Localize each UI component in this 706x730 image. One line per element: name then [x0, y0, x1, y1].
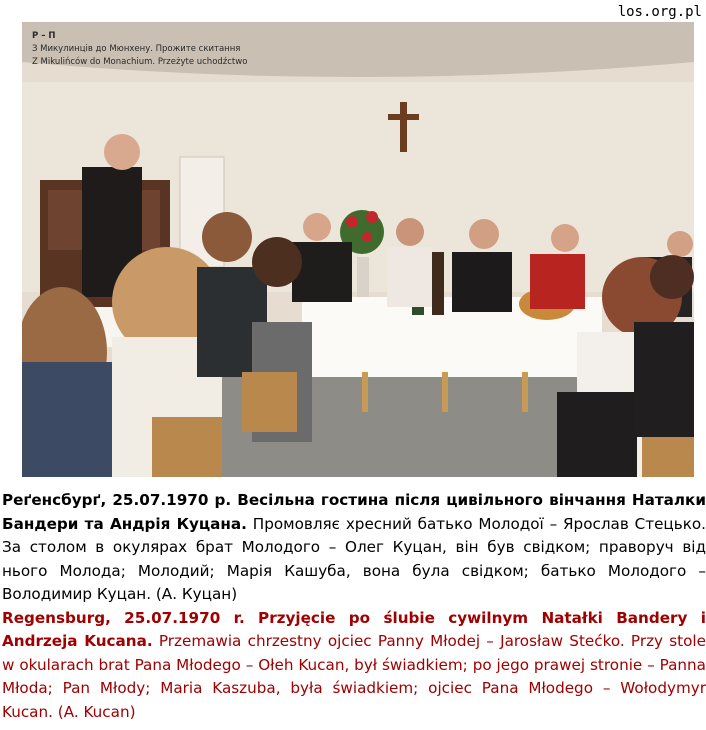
photo-header	[32, 30, 247, 69]
photo-illustration	[22, 22, 694, 477]
caption-ukrainian	[2, 489, 706, 607]
site-watermark: los.org.pl	[617, 4, 702, 20]
wedding-reception-photo	[22, 22, 694, 477]
caption-uk-heading: Реґенсбурґ, 25.07.1970 р. Весільна гостина після цивільного вінчання Наталки Бандери та Андрія Куцана.	[2, 491, 706, 533]
caption-pl-body: Przemawia chrzestny ojciec Panny Młodej – Jarosław Stećko. Przy stole w okularach brat Pana Młodego – Ołeh Kucan, był świadkiem; po jego prawej stronie – Panna Młoda; Pan Młody; Maria Kaszuba, była świadkiem; ojciec Pana Młodego – Wołodymyr Kucan. (A. Kucan)	[2, 632, 706, 721]
captions	[2, 489, 706, 724]
exhibition-title-pl: Z Mikulińców do Monachium. Przeżyte uchodźctwo	[32, 57, 248, 67]
caption-uk-body: Промовляє хресний батько Молодої – Ярослав Стецько. За столом в окулярах брат Молодого – Олег Куцан, він був свідком; праворуч від нього Молода; Молодий; Марія Кашуба, вона була свідком; батько Молодого – Володимир Куцан. (А. Куцан)	[2, 514, 706, 603]
exhibition-title-uk: З Микулинців до Мюнхену. Прожите скитання	[32, 44, 241, 54]
caption-pl-heading: Regensburg, 25.07.1970 r. Przyjęcie po ślubie cywilnym Natałki Bandery i Andrzeja Kucana.	[2, 608, 706, 650]
caption-polish	[2, 607, 706, 725]
series-mark: Р – П	[32, 31, 56, 41]
